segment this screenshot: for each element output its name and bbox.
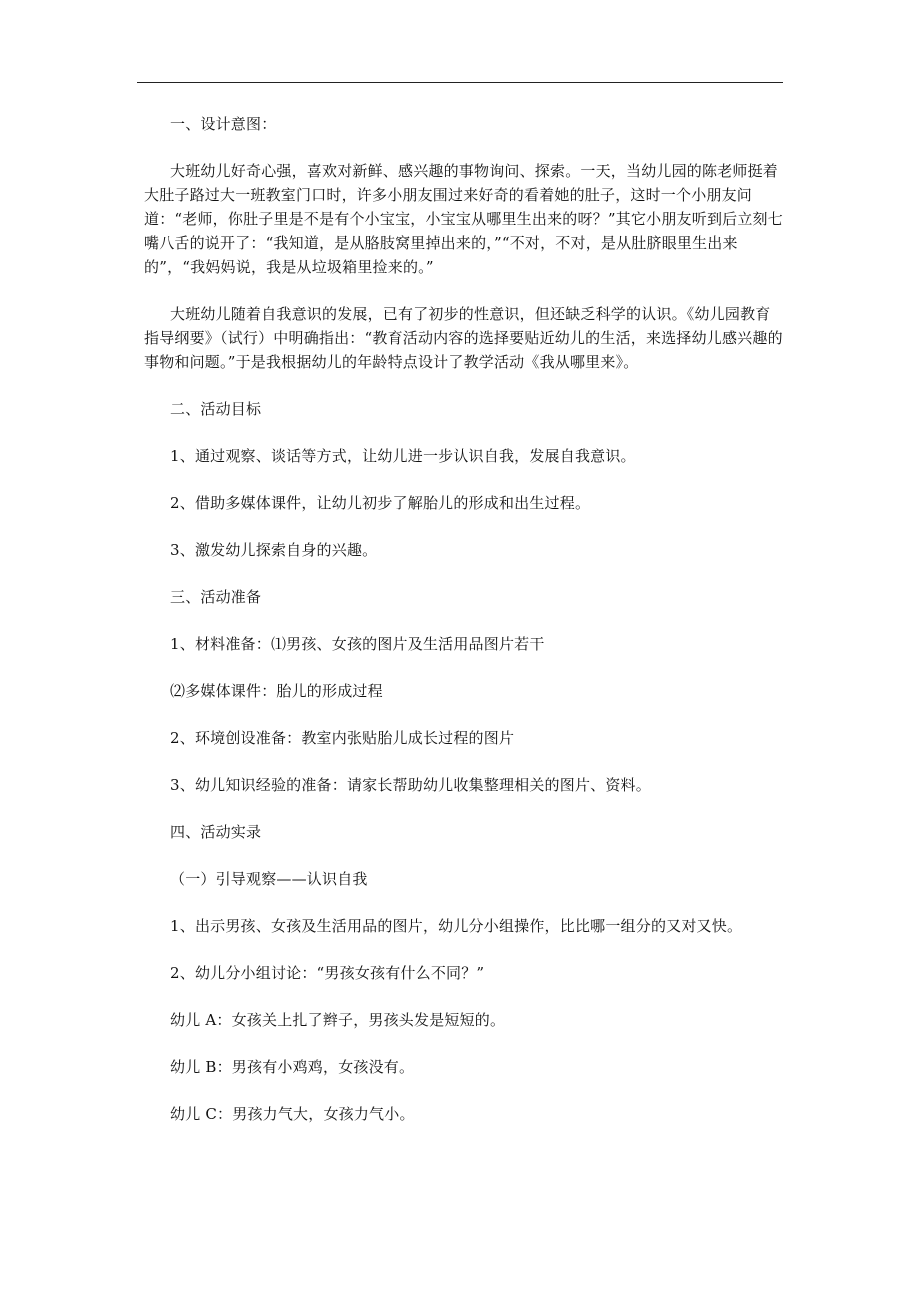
prep-item-1: 1、材料准备：⑴男孩、女孩的图片及生活用品图片若干 [170,635,545,653]
paragraph-rationale: 大班幼儿随着自我意识的发展，已有了初步的性意识，但还缺乏科学的认识。《幼儿园教育指导纲要》（试行）中明确指出：“教育活动内容的选择要贴近幼儿的生活，来选择幼儿感兴趣的事物和问题。”于是我根据幼儿的年龄特点设计了教学活动《我从哪里来》。 [144,305,783,371]
goal-item-1: 1、通过观察、谈话等方式，让幼儿进一步认识自我，发展自我意识。 [170,447,636,465]
paragraph-background: 大班幼儿好奇心强，喜欢对新鲜、感兴趣的事物询问、探索。一天，当幼儿园的陈老师挺着大肚子路过大一班教室门口时，许多小朋友围过来好奇的看着她的肚子，这时一个小朋友问道：“老师，你肚子里是不是有个小宝宝，小宝宝从哪里生出来的呀？”其它小朋友听到后立刻七嘴八舌的说开了：“我知道，是从胳肢窝里掉出来的，”“不对，不对，是从肚脐眼里生出来的”，“我妈妈说，我是从垃圾箱里捡来的。” [144,162,783,276]
document-body [144,112,785,1149]
prep-item-2: 2、环境创设准备：教室内张贴胎儿成长过程的图片 [170,729,515,747]
header-rule [137,82,783,83]
prep-item-1b: ⑵多媒体课件：胎儿的形成过程 [170,682,383,700]
child-response-c: 幼儿 C：男孩力气大，女孩力气小。 [170,1105,415,1123]
section-heading-design-intent: 一、设计意图： [170,115,277,133]
record-item-1: 1、出示男孩、女孩及生活用品的图片，幼儿分小组操作，比比哪一组分的又对又快。 [170,917,743,935]
section-heading-goals: 二、活动目标 [170,400,262,418]
child-response-a: 幼儿 A：女孩关上扎了辫子，男孩头发是短短的。 [170,1011,506,1029]
section-heading-record: 四、活动实录 [170,823,262,841]
record-item-2: 2、幼儿分小组讨论：“男孩女孩有什么不同？” [170,964,485,982]
goal-item-3: 3、激发幼儿探索自身的兴趣。 [170,541,378,559]
child-response-b: 幼儿 B：男孩有小鸡鸡，女孩没有。 [170,1058,415,1076]
record-subheading-1: （一）引导观察——认识自我 [170,870,368,888]
goal-item-2: 2、借助多媒体课件，让幼儿初步了解胎儿的形成和出生过程。 [170,494,591,512]
prep-item-3: 3、幼儿知识经验的准备：请家长帮助幼儿收集整理相关的图片、资料。 [170,776,651,794]
section-heading-preparation: 三、活动准备 [170,588,262,606]
